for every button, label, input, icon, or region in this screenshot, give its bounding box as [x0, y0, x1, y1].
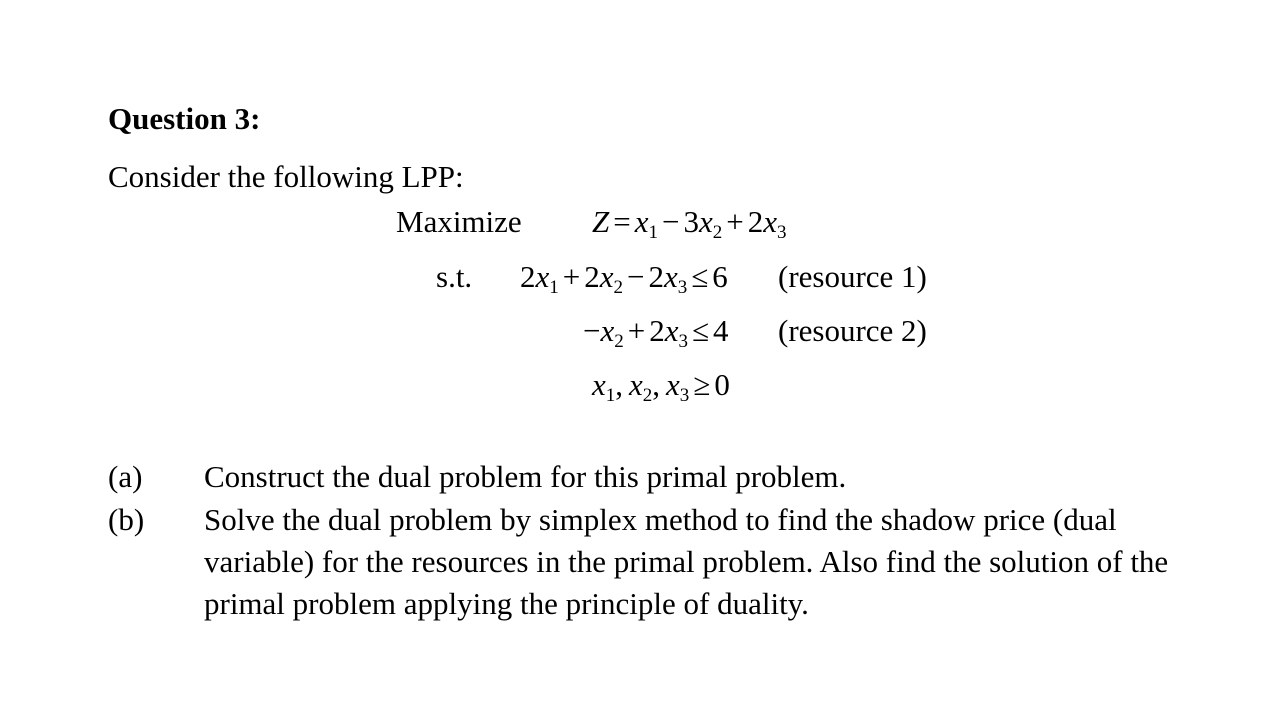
subject-to-label: s.t.: [436, 259, 473, 294]
question-intro: Consider the following LPP:: [108, 159, 464, 194]
part-a-text: Construct the dual problem for this primal problem.: [204, 459, 847, 494]
part-a-label: (a): [108, 459, 143, 494]
part-b-text: Solve the dual problem by simplex method to find the shadow price (dual variable) for the resources in the primal problem. Also find the solution of the primal problem applying the principle of duality.: [204, 502, 1169, 621]
part-b-label: (b): [108, 502, 145, 537]
resource-1-label: (resource 1): [778, 259, 927, 294]
resource-2-label: (resource 2): [778, 313, 927, 348]
objective-function: $Z = x_1 - 3x_2 + 2x_3$: [592, 204, 787, 243]
constraint-resource-2: $-x_2 + 2x_3 \le 4$: [583, 313, 729, 352]
non-negativity-constraint: $x_1$, $x_2$, $x_3 \ge 0$: [592, 367, 730, 406]
constraint-resource-1: $2x_1 + 2x_2 - 2x_3 \le 6$: [520, 259, 728, 298]
maximize-label: Maximize: [396, 204, 522, 239]
question-heading: Question 3:: [108, 101, 261, 136]
